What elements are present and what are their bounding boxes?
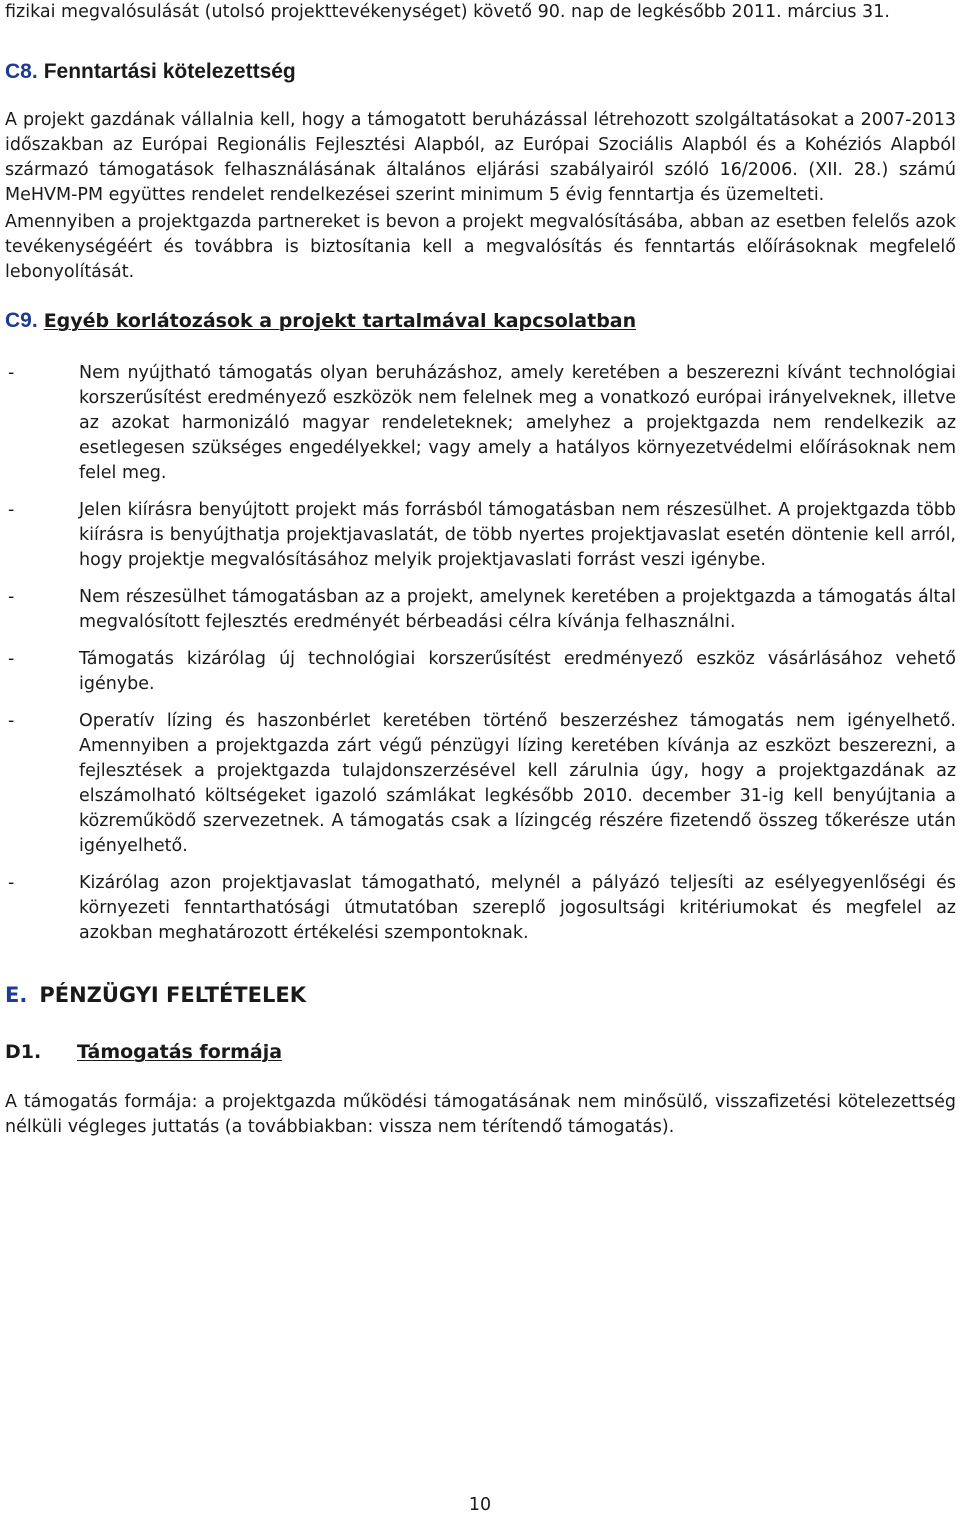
list-item (5, 498, 956, 573)
document-page (5, 0, 956, 1140)
section-c8-heading (5, 60, 956, 84)
dash-bullet: - (8, 711, 15, 731)
section-e-heading (5, 982, 956, 1008)
dash-bullet: - (8, 649, 15, 669)
section-d1-heading (5, 1040, 956, 1064)
section-c9-heading (5, 309, 956, 333)
section-c9-title: Egyéb korlátozások a projekt tartalmával kapcsolatban (43, 310, 637, 332)
intro-paragraph: fizikai megvalósulását (utolsó projekttevékenységet) követő 90. nap de legkésőbb 2011. március 31. (5, 2, 890, 22)
list-item-text: Támogatás kizárólag új technológiai korszerűsítést eredményező eszköz vásárlásához vehető igénybe. (79, 649, 956, 694)
c9-restriction-list (5, 361, 956, 946)
c8-paragraph-1: A projekt gazdának vállalnia kell, hogy a támogatott beruházással létrehozott szolgáltatásokat a 2007-2013 időszakban az Európai Regionális Fejlesztési Alapból, az Európai Szociális Alapból és a Kohéziós Alapból származó támogatások felhasználásának általános eljárási szabályairól szóló 16/2006. (XII. 28.) számú MeHVM-PM együttes rendelet rendelkezései szerint minimum 5 évig fenntartja és üzemelteti. (5, 110, 956, 205)
list-item (5, 361, 956, 486)
section-d1-number: D1. (5, 1041, 42, 1063)
section-d1-title: Támogatás formája (77, 1041, 283, 1063)
dash-bullet: - (8, 873, 15, 893)
list-item-text: Nem nyújtható támogatás olyan beruházáshoz, amely keretében a beszerezni kívánt technológiai korszerűsítést eredményező eszközök nem felelnek meg a vonatkozó európai irányelveknek, illetve az azokat harmonizáló magyar rendeleteknek; amelyhez a projektgazda nem rendelkezik az esetlegesen szükséges engedélyekkel; vagy amely a hatályos környezetvédelmi előírásoknak nem felel meg. (79, 363, 956, 483)
section-e-title: PÉNZÜGYI FELTÉTELEK (39, 983, 306, 1007)
list-item (5, 585, 956, 635)
list-item (5, 709, 956, 859)
dash-bullet: - (8, 587, 15, 607)
list-item (5, 871, 956, 946)
d1-paragraph: A támogatás formája: a projektgazda működési támogatásának nem minősülő, visszafizetési kötelezettség nélküli végleges juttatás (a továbbiakban: vissza nem térítendő támogatás). (5, 1092, 956, 1137)
list-item-text: Jelen kiírásra benyújtott projekt más forrásból támogatásban nem részesülhet. A projektgazda több kiírásra is benyújthatja projektjavaslatát, de több nyertes projektjavaslat esetén döntenie kell arról, hogy projektje megvalósításához melyik projektjavaslati forrást veszi igénybe. (79, 500, 956, 570)
list-item-text: Nem részesülhet támogatásban az a projekt, amelynek keretében a projektgazda a támogatás által megvalósított fejlesztés eredményét bérbeadási célra kívánja felhasználni. (79, 587, 956, 632)
section-e-number: E. (5, 983, 28, 1007)
dash-bullet: - (8, 500, 15, 520)
page-number: 10 (468, 1495, 492, 1515)
list-item-text: Operatív lízing és haszonbérlet keretében történő beszerzéshez támogatás nem igényelhető. Amennyiben a projektgazda zárt végű pénzügyi lízing keretében kívánja az eszközt beszerezni, a fejlesztések a projektgazda tulajdonszerzésével kell zárulnia úgy, hogy a projektgazdának az elszámolható költségeket igazoló számlákat legkésőbb 2010. december 31-ig kell benyújtania a közreműködő szervezetnek. A támogatás csak a lízingcég részére fizetendő összeg tőkerésze után igényelhető. (79, 711, 956, 856)
c8-paragraph-2: Amennyiben a projektgazda partnereket is bevon a projekt megvalósításába, abban az esetben felelős azok tevékenységéért és továbbra is biztosítania kell a megvalósítás és fenntartás előírásoknak megfelelő lebonyolítását. (5, 212, 956, 282)
dash-bullet: - (8, 363, 15, 383)
list-item-text: Kizárólag azon projektjavaslat támogatható, melynél a pályázó teljesíti az esélyegyenlőségi és környezeti fenntarthatósági útmutatóban szereplő jogosultsági kritériumokat és megfelel az azokban meghatározott értékelési szempontoknak. (79, 873, 956, 943)
section-c9-number: C9. (5, 309, 38, 332)
list-item (5, 647, 956, 697)
section-c8-number: C8. (5, 60, 38, 83)
section-c8-title: Fenntartási kötelezettség (43, 60, 296, 83)
